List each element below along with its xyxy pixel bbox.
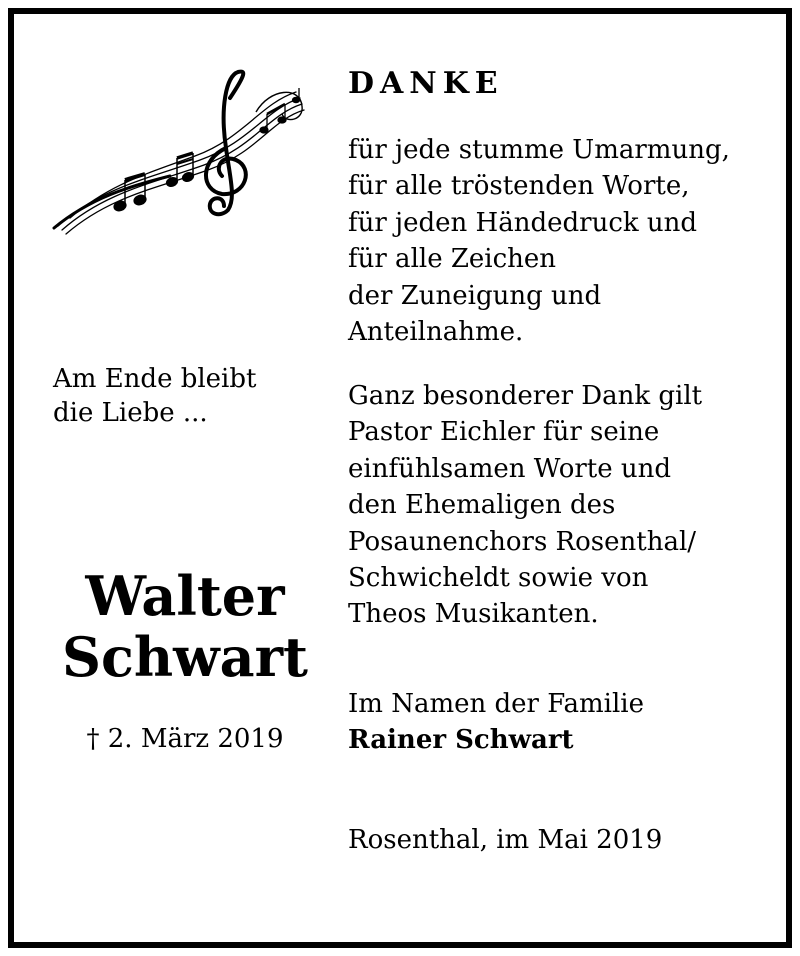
thanks-paragraph-1: für jede stumme Umarmung, für alle tröstenden Worte, für jeden Händedruck und für alle Zeichen der Zuneigung und Anteilnahme.: [348, 135, 730, 348]
thanks-paragraph-2: Ganz besonderer Dank gilt Pastor Eichler für seine einfühlsamen Worte und den Ehemaligen des Posaunenchors Rosenthal/ Schwicheldt sowie von Theos Musikanten.: [348, 381, 703, 630]
deceased-name: Walter Schwart: [61, 564, 308, 689]
death-date: † 2. März 2019: [86, 724, 284, 754]
signoff-name: Rainer Schwart: [348, 725, 574, 755]
signoff-line: Im Namen der Familie: [348, 689, 644, 719]
place-date: Rosenthal, im Mai 2019: [348, 825, 663, 855]
signoff-block: [348, 686, 778, 758]
music-notes-treble-clef-icon: [50, 68, 310, 238]
memorial-quote: Am Ende bleibt die Liebe ...: [53, 364, 257, 428]
heading-danke: DANKE: [348, 66, 504, 101]
